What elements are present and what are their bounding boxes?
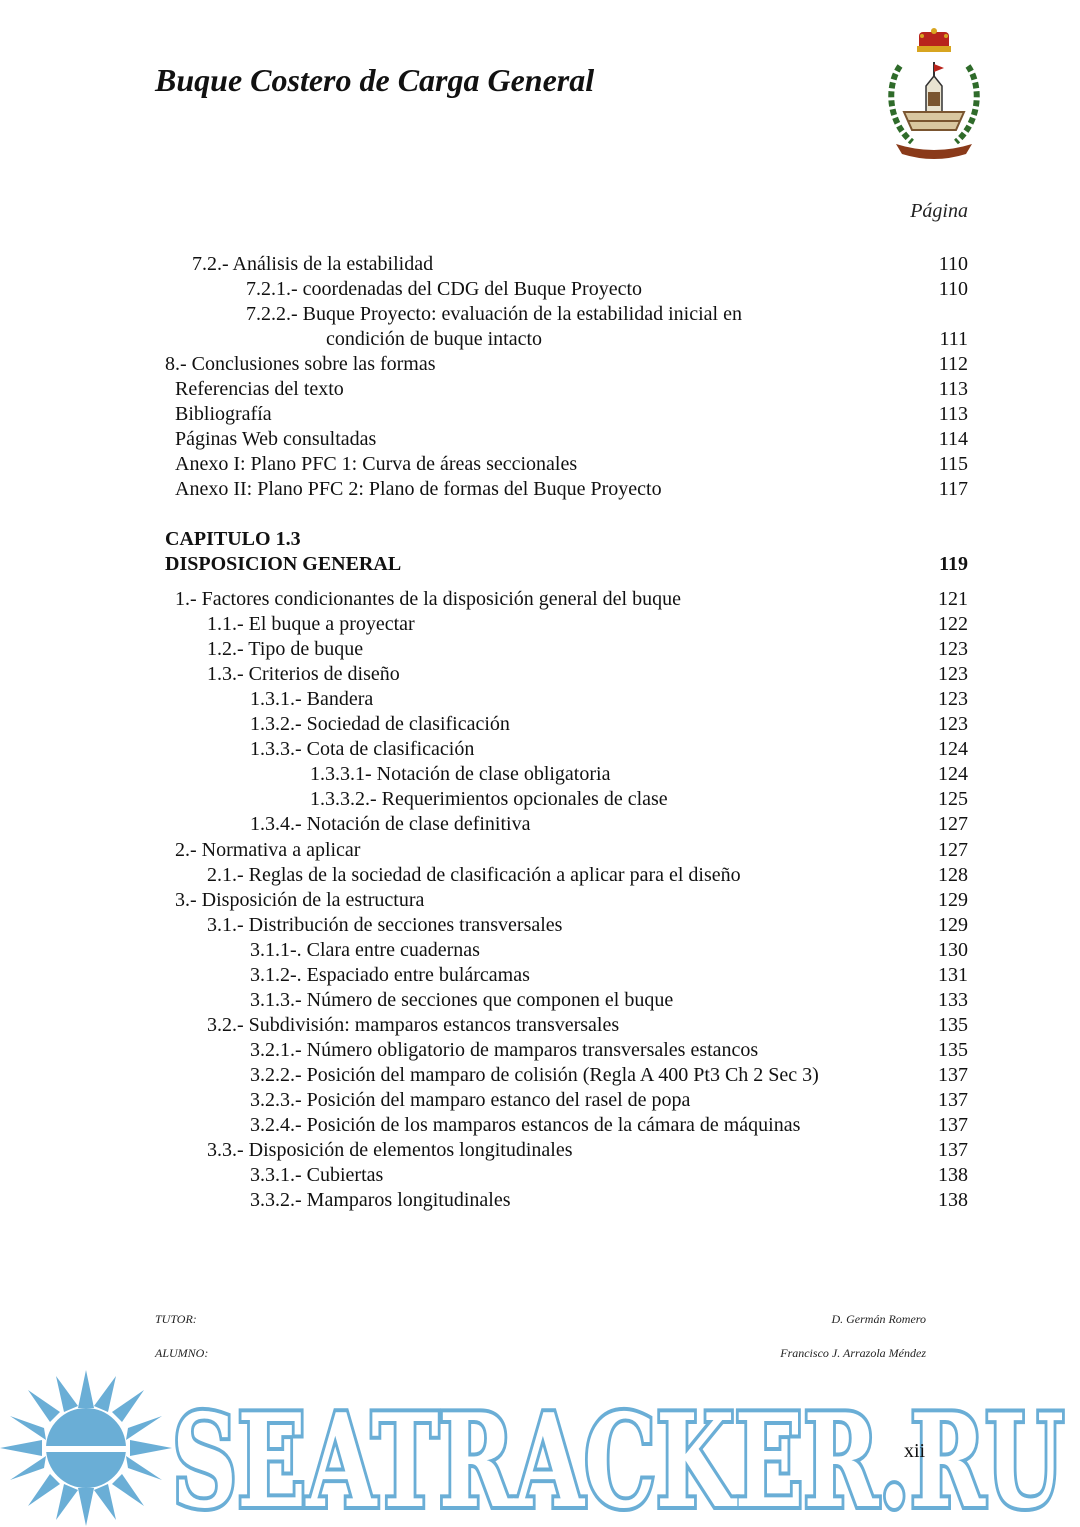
toc-page-number: 133 bbox=[938, 988, 968, 1011]
toc-page-number: 131 bbox=[938, 963, 968, 986]
toc-page-number: 113 bbox=[938, 403, 968, 425]
toc-entry: 2.1.- Reglas de la sociedad de clasificación a aplicar para el diseño bbox=[207, 863, 741, 886]
toc-page-number: 137 bbox=[938, 1063, 968, 1086]
toc-entry: Anexo II: Plano PFC 2: Plano de formas del Buque Proyecto bbox=[175, 478, 662, 500]
toc-page-number: 121 bbox=[938, 588, 968, 610]
toc-page-number: 135 bbox=[938, 1038, 968, 1061]
toc-entry: 1.- Factores condicionantes de la disposición general del buque bbox=[175, 588, 681, 610]
toc-page-number: 138 bbox=[938, 1164, 968, 1187]
toc-entry: 3.2.4.- Posición de los mamparos estancos de la cámara de máquinas bbox=[250, 1114, 801, 1137]
page-number: xii bbox=[904, 1440, 926, 1462]
toc-entry: Bibliografía bbox=[175, 403, 272, 425]
toc-page-number: 129 bbox=[938, 913, 968, 936]
naval-crest-icon bbox=[882, 26, 986, 160]
toc-page-number: 122 bbox=[938, 613, 968, 636]
toc-entry: 3.1.3.- Número de secciones que componen el buque bbox=[250, 988, 674, 1011]
toc-page-number: 124 bbox=[938, 738, 968, 761]
toc-page-number: 127 bbox=[938, 813, 968, 836]
toc-entry: Anexo I: Plano PFC 1: Curva de áreas seccionales bbox=[175, 453, 578, 475]
toc-entry: 3.3.1.- Cubiertas bbox=[250, 1164, 384, 1187]
toc-entry: 7.2.2.- Buque Proyecto: evaluación de la estabilidad inicial en bbox=[246, 303, 742, 325]
chapter-label: CAPITULO 1.3 bbox=[165, 528, 301, 550]
alumno-name: Francisco J. Arrazola Méndez bbox=[780, 1346, 926, 1360]
toc-entry: 7.2.1.- coordenadas del CDG del Buque Proyecto bbox=[246, 278, 643, 300]
toc-page-number: 137 bbox=[938, 1114, 968, 1137]
toc-entry: 3.2.3.- Posición del mamparo estanco del rasel de popa bbox=[250, 1089, 691, 1111]
watermark-text: SEATRACKER.RU bbox=[172, 1387, 1064, 1527]
tutor-name: D. Germán Romero bbox=[831, 1312, 926, 1326]
toc-page-number: 114 bbox=[938, 428, 968, 450]
toc-page-number: 123 bbox=[938, 638, 968, 661]
toc-entry: 7.2.- Análisis de la estabilidad bbox=[192, 253, 434, 275]
toc-entry: 1.3.2.- Sociedad de clasificación bbox=[250, 713, 510, 736]
toc-page-number: 110 bbox=[938, 253, 968, 275]
toc-page-number: 117 bbox=[938, 478, 968, 500]
chapter-title: DISPOSICION GENERAL bbox=[165, 553, 402, 575]
toc-entry: 1.3.3.1- Notación de clase obligatoria bbox=[310, 763, 611, 786]
toc-page-number: 123 bbox=[938, 688, 968, 711]
toc-page-number: 127 bbox=[938, 838, 968, 861]
toc-entry: 1.3.1.- Bandera bbox=[250, 688, 374, 711]
toc-page-number: 113 bbox=[938, 378, 968, 400]
toc-entry: 3.2.2.- Posición del mamparo de colisión (Regla A 400 Pt3 Ch 2 Sec 3) bbox=[250, 1063, 819, 1086]
toc-entry: 1.3.- Criterios de diseño bbox=[207, 663, 400, 686]
toc-page-number: 137 bbox=[938, 1089, 968, 1111]
toc-page-number: 135 bbox=[938, 1013, 968, 1036]
toc-entry: 3.2.1.- Número obligatorio de mamparos transversales estancos bbox=[250, 1038, 759, 1061]
toc-page-number: 123 bbox=[938, 663, 968, 686]
page-column-label: Página bbox=[910, 200, 968, 222]
toc-entry: Páginas Web consultadas bbox=[175, 428, 377, 450]
toc-entry: 1.3.3.- Cota de clasificación bbox=[250, 738, 475, 761]
toc-entry: 3.3.- Disposición de elementos longitudinales bbox=[207, 1139, 573, 1162]
toc-entry: 1.3.3.2.- Requerimientos opcionales de clase bbox=[310, 788, 668, 811]
toc-page-number: 130 bbox=[938, 938, 968, 961]
toc-entry: 8.- Conclusiones sobre las formas bbox=[165, 353, 436, 375]
toc-page-number: 138 bbox=[938, 1189, 968, 1212]
alumno-label: ALUMNO: bbox=[155, 1346, 209, 1360]
toc-entry: 3.2.- Subdivisión: mamparos estancos transversales bbox=[207, 1013, 620, 1036]
toc-entry: 3.3.2.- Mamparos longitudinales bbox=[250, 1189, 511, 1212]
toc-entry: 1.2.- Tipo de buque bbox=[207, 638, 364, 661]
document-title: Buque Costero de Carga General bbox=[155, 62, 595, 98]
toc-entry: Referencias del texto bbox=[175, 378, 344, 400]
toc-entry: 3.1.1-. Clara entre cuadernas bbox=[250, 938, 480, 961]
toc-page-number bbox=[900, 302, 968, 326]
toc-entry: condición de buque intacto bbox=[326, 328, 543, 350]
toc-page-number: 112 bbox=[938, 353, 968, 375]
toc-entry: 1.1.- El buque a proyectar bbox=[207, 613, 415, 636]
toc-entry: 3.1.2-. Espaciado entre bulárcamas bbox=[250, 963, 530, 986]
toc-page-number: 119 bbox=[939, 553, 968, 575]
toc-entry: 2.- Normativa a aplicar bbox=[175, 838, 361, 861]
toc-page-number: 128 bbox=[938, 863, 968, 886]
toc-page-number: 125 bbox=[938, 788, 968, 811]
toc-page-number: 115 bbox=[938, 453, 968, 475]
sun-burst-icon bbox=[0, 1370, 172, 1526]
toc-entry: 1.3.4.- Notación de clase definitiva bbox=[250, 813, 531, 836]
toc-page-number: 110 bbox=[938, 278, 968, 300]
toc-page-number: 129 bbox=[938, 888, 968, 911]
toc-page-number: 123 bbox=[938, 713, 968, 736]
watermark-text-fill: SEATRACKER.RU bbox=[172, 1387, 1064, 1527]
toc-entry: 3.- Disposición de la estructura bbox=[175, 888, 425, 911]
toc-page-number: 111 bbox=[939, 328, 968, 350]
toc-page-number: 137 bbox=[938, 1139, 968, 1162]
toc-entry: 3.1.- Distribución de secciones transversales bbox=[207, 913, 563, 936]
toc-page-number: 124 bbox=[938, 763, 968, 786]
tutor-label: TUTOR: bbox=[155, 1312, 197, 1326]
